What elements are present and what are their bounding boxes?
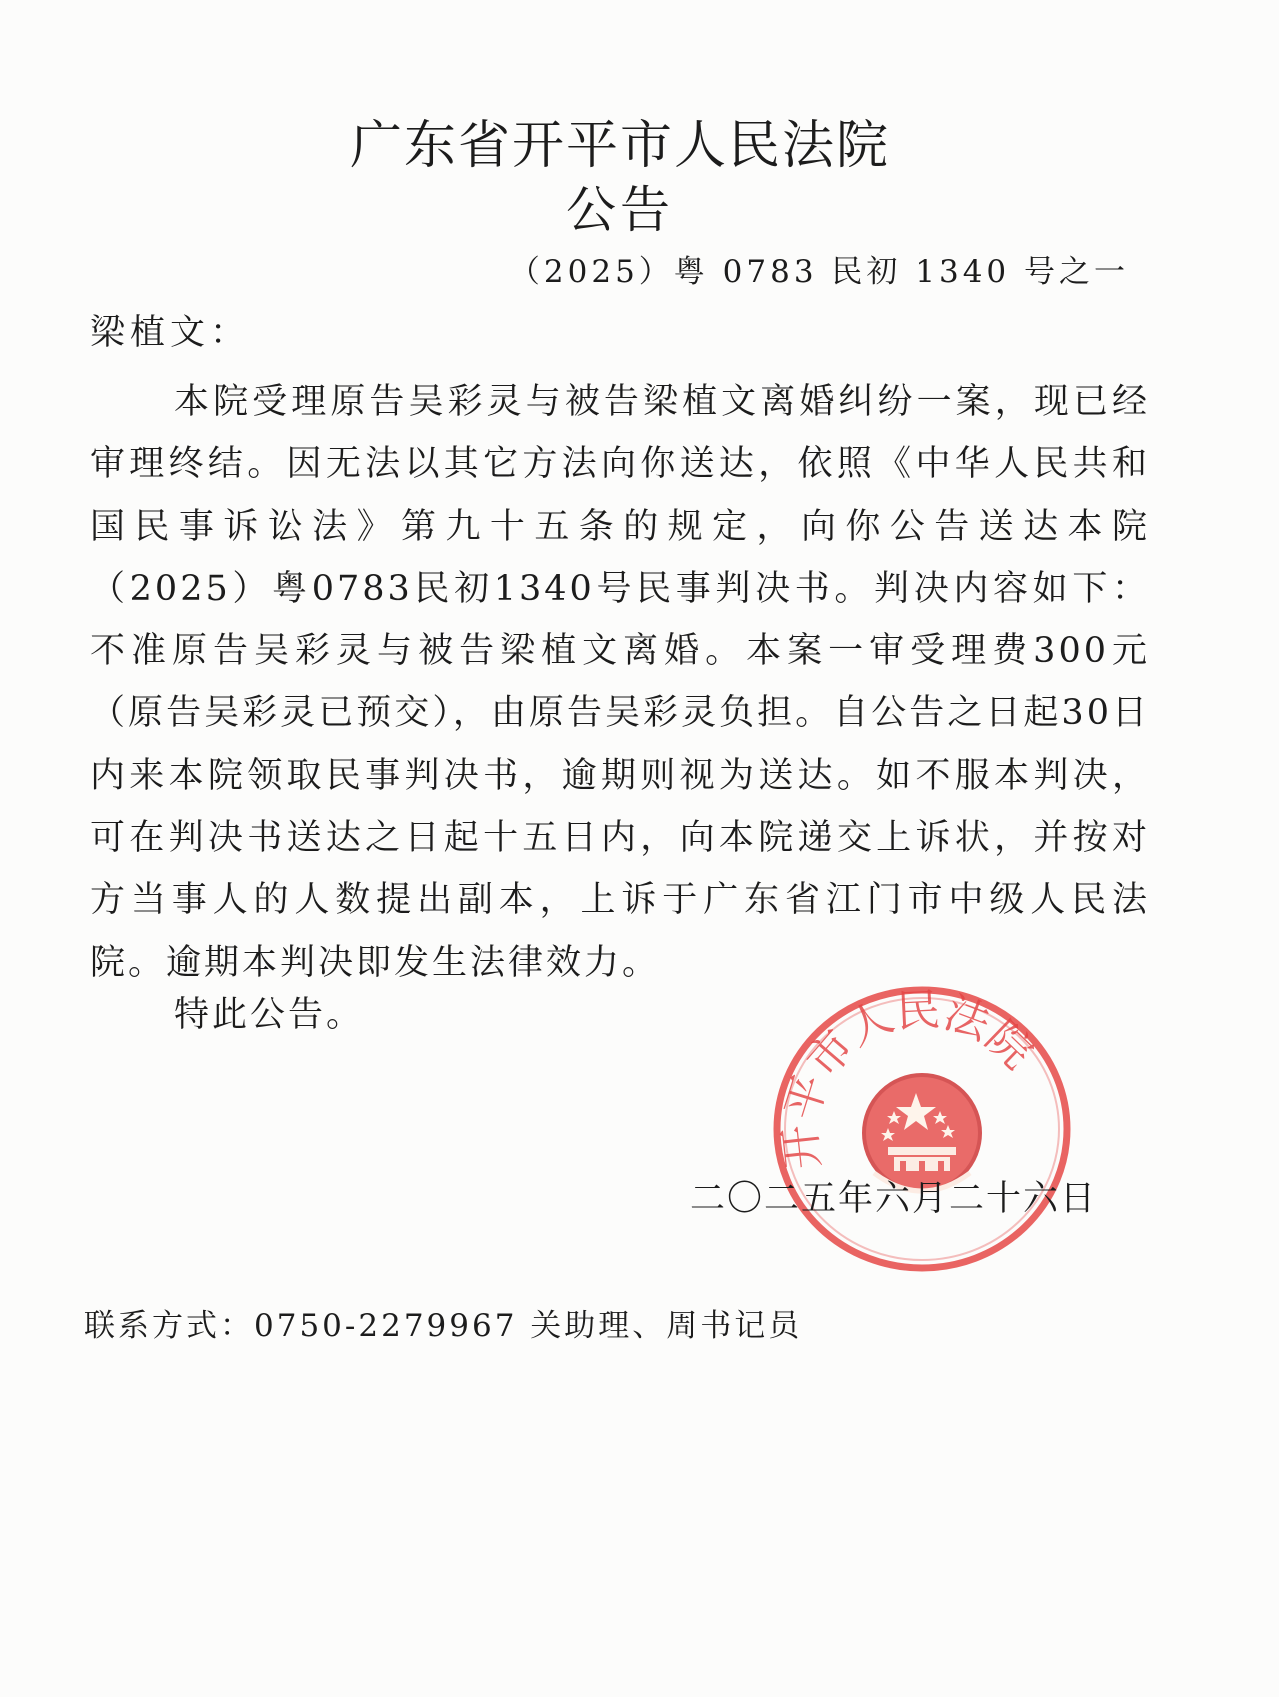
seal-text: 开平市人民法院 [774,984,1043,1172]
notice-heading: 公告 [566,181,674,239]
closing-line: 特此公告。 [174,995,365,1035]
court-seal-stamp [770,983,1074,1275]
court-title: 广东省开平市人民法院 [349,116,890,176]
contact-info: 联系方式：0750-2279967 关助理、周书记员 [84,1308,803,1344]
notice-date: 二〇二五年六月二十六日 [690,1179,1098,1219]
notice-body: 本院受理原告吴彩灵与被告梁植文离婚纠纷一案，现已经审理终结。因无法以其它方法向你送达，依照《中华人民共和国民事诉讼法》第九十五条的规定，向你公告送达本院（2025）粤0783民初1340号民事判决书。判决内容如下：不准原告吴彩灵与被告梁植文离婚。本案一审受理费300元（原告吴彩灵已预交），由原告吴彩灵负担。自公告之日起30日内来本院领取民事判决书，逾期则视为送达。如不服本判决，可在判决书送达之日起十五日内，向本院递交上诉状，并按对方当事人的人数提出副本，上诉于广东省江门市中级人民法院。逾期本判决即发生法律效力。 [90,382,1150,983]
addressee: 梁植文： [90,313,251,353]
case-number: （2025）粤 0783 民初 1340 号之一 [508,254,1129,290]
